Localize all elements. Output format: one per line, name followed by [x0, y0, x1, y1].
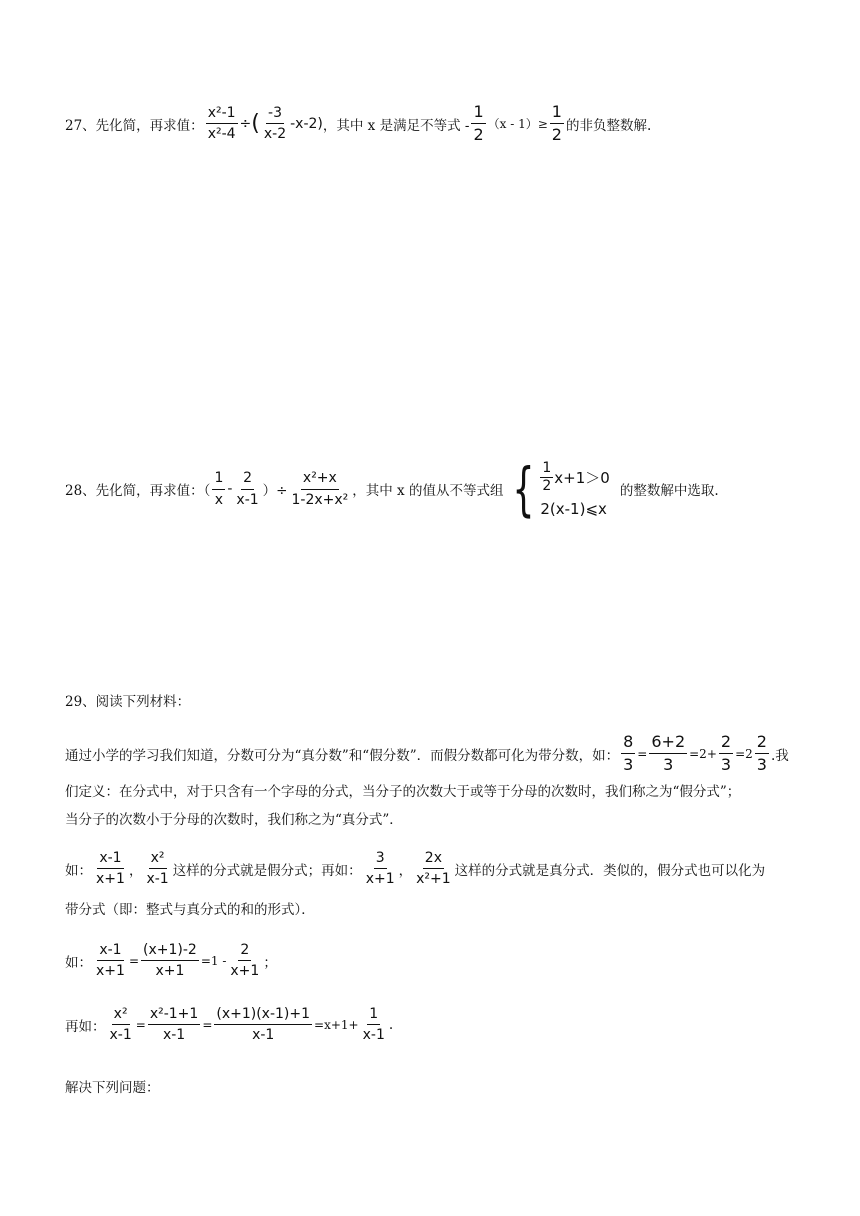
q27-fraction-4: $\frac{1}{2}$	[551, 102, 562, 145]
question-28	[65, 455, 719, 523]
brace-icon: {	[512, 455, 535, 523]
q28-system-row-2: 2(x-1)⩽x	[540, 499, 607, 518]
q28-mid: ，其中 x 的值从不等式组	[352, 483, 504, 499]
q27-mid2: （x - 1）≥	[487, 117, 548, 132]
q29-paragraph-1-line-2: 们定义：在分式中，对于只含有一个字母的分式，当分子的次数大于或等于分母的次数时，我们称之为“假分式”；	[65, 784, 741, 800]
q27-fraction-3: $\frac{1}{2}$	[473, 102, 484, 145]
q27-tail-expr: -x-2)	[290, 115, 323, 132]
q28-system-row-1: $\frac{1}{2}$ x+1＞0	[542, 460, 610, 494]
q28-suffix: 的整数解中选取.	[619, 483, 719, 499]
q27-fraction-2: $\frac{-3}{x-2}$	[263, 105, 287, 143]
q29-frac-2-3-a: $\frac{2}{3}$	[720, 732, 732, 775]
q29-paragraph-2-line-1: 如： $\frac{x-1}{x+1}$ ， $\frac{\text{x²}}{x-1}$ 这样的分式就是假分式；再如： $\frac{3}{x+1}$ ， $\frac{2x}{\text{x²+1}}$ 这样的分式就是真分式．类似的，假分式也可以化为	[65, 850, 766, 888]
q27-divide: ÷	[239, 115, 252, 132]
question-27	[65, 103, 651, 145]
q28-minus: -	[227, 481, 233, 497]
q29-example-1: 如： $\frac{x-1}{x+1}$ = $\frac{(x+1)-2}{x+1}$ =1 - $\frac{2}{x+1}$ ；	[65, 942, 277, 980]
q29-frac-2-3-b: $\frac{2}{3}$	[756, 732, 767, 775]
q27-fraction-1: $\frac{\text{x²-1}}{\text{x²-4}}$	[207, 105, 236, 143]
q29-paragraph-1-line-3: 当分子的次数小于分母的次数时，我们称之为“真分式”．	[65, 812, 403, 828]
q27-prefix: 27、先化简，再求值：	[65, 117, 204, 134]
q29-frac-6plus2-3: $\frac{6+2}{3}$	[651, 732, 686, 775]
q28-fraction-2: $\frac{2}{x-1}$	[236, 470, 259, 508]
q29-solve-heading: 解决下列问题：	[65, 1080, 160, 1096]
q28-prefix: 28、先化简，再求值：（	[65, 483, 211, 499]
q29-paragraph-2-line-2: 带分式（即：整式与真分式的和的形式）．	[65, 902, 315, 918]
q27-suffix: 的非负整数解.	[565, 117, 652, 134]
q27-mid: ，其中 x 是满足不等式 -	[322, 117, 470, 134]
q28-fraction-1: $\frac{1}{x}$	[214, 470, 224, 508]
question-29-title: 29、阅读下列材料：	[65, 694, 191, 710]
q27-paren: (	[251, 111, 260, 137]
q28-fraction-3: $\frac{\text{x²+x}}{\text{1-2x+x²}}$	[291, 470, 349, 508]
q29-paragraph-1-line-1: 通过小学的学习我们知道，分数可分为“真分数”和“假分数”．而假分数都可化为带分数，如： $\frac{8}{3}$ = $\frac{6+2}{3}$ =2+ $\frac{2}{3}$ =2 $\frac{2}{3}$ .我	[65, 732, 789, 775]
q28-close-div: ）÷	[262, 483, 288, 499]
q29-example-2: 再如： $\frac{\text{x²}}{x-1}$ = $\frac{\text{x²-1+1}}{x-1}$ = $\frac{(x+1)(x-1)+1}{x-1}$ =x+1+ $\frac{1}{x-1}$ .	[65, 1006, 394, 1044]
q29-frac-8-3: $\frac{8}{3}$	[623, 732, 634, 775]
q28-inequality-system	[505, 455, 610, 523]
